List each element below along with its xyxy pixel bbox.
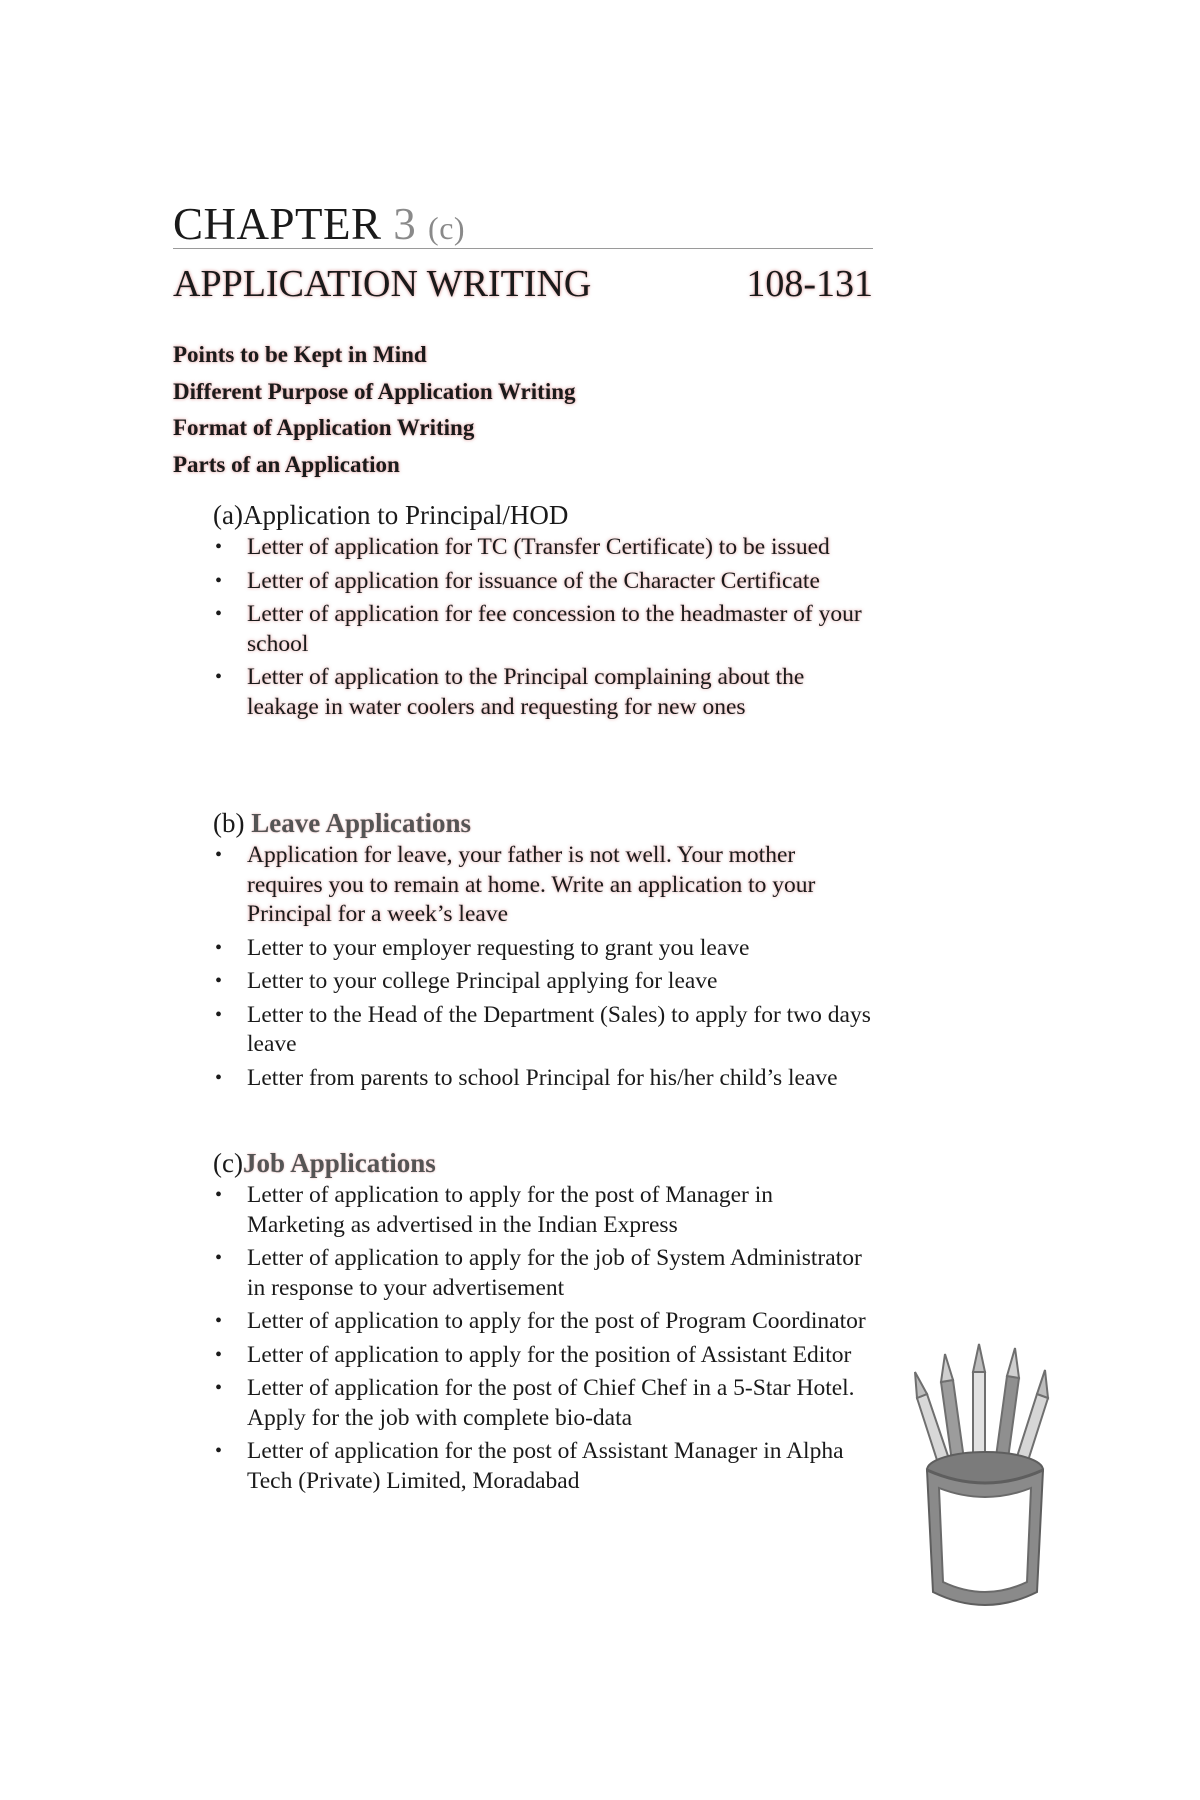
- bullet-icon: •: [215, 603, 223, 625]
- list-item: • Letter of application for TC (Transfer Certificate) to be issued: [213, 533, 873, 563]
- bullet-icon: •: [215, 666, 223, 688]
- bullet-icon: •: [215, 1310, 223, 1332]
- section-title: Job Applications: [242, 1148, 436, 1178]
- bullet-icon: •: [215, 1343, 223, 1366]
- pencil-cup-icon: [905, 1320, 1065, 1620]
- heading-rule: [173, 248, 873, 249]
- list-item: • Letter of application for fee concession to the headmaster of your school: [215, 601, 862, 657]
- section-list: [213, 1181, 873, 1496]
- key-point: Parts of an Application: [173, 451, 400, 477]
- section-title: Application to Principal/HOD: [242, 500, 569, 530]
- chapter-number: 3: [393, 199, 417, 249]
- section-heading: [213, 805, 873, 841]
- list-item: • Letter to your college Principal applying for leave: [213, 967, 873, 997]
- section-list: [213, 841, 873, 1093]
- list-item: • Letter of application to apply for the post of Manager in Marketing as advertised in the Indian Express: [215, 1182, 773, 1238]
- chapter-title: APPLICATION WRITING: [173, 263, 592, 305]
- list-item: • Application for leave, your father is not well. Your mother requires you to remain at home. Write an application to your Principal for a week’s leave: [215, 842, 816, 927]
- list-item: • Letter of application for the post of Chief Chef in a 5-Star Hotel. Apply for the job with complete bio-data: [215, 1375, 855, 1431]
- bullet-icon: •: [215, 970, 223, 992]
- chapter-label: CHAPTER: [173, 199, 382, 249]
- list-item: • Letter of application to the Principal complaining about the leakage in water coolers and requesting for new ones: [215, 664, 805, 720]
- bullet-icon: •: [215, 844, 223, 866]
- bullet-icon: •: [215, 936, 223, 959]
- section-list: [213, 533, 873, 722]
- chapter-heading: [173, 198, 873, 254]
- section-leave: [213, 805, 873, 1097]
- list-item: • Letter of application to apply for the post of Program Coordinator: [213, 1307, 873, 1337]
- section-title: Leave Applications: [251, 808, 472, 838]
- section-marker: (c): [213, 1148, 243, 1178]
- key-point: Format of Application Writing: [173, 415, 475, 440]
- bullet-icon: •: [215, 1066, 223, 1089]
- section-marker: (a): [213, 500, 243, 530]
- section-principal-hod: [213, 497, 873, 726]
- section-heading: [213, 497, 873, 533]
- chapter-sub: (c): [428, 210, 466, 246]
- bullet-icon: •: [215, 536, 223, 558]
- bullet-icon: •: [215, 1247, 223, 1269]
- section-marker: (b): [213, 808, 245, 838]
- list-item: • Letter of application for issuance of the Character Certificate: [213, 567, 873, 597]
- bullet-icon: •: [215, 1440, 223, 1462]
- section-job: [213, 1145, 873, 1500]
- bullet-icon: •: [215, 1003, 223, 1026]
- list-item: • Letter from parents to school Principal for his/her child’s leave: [213, 1064, 873, 1094]
- page-range: 108-131: [746, 263, 873, 305]
- key-point: Different Purpose of Application Writing: [173, 378, 576, 404]
- list-item: • Letter of application to apply for the job of System Administrator in response to your advertisement: [215, 1245, 862, 1301]
- chapter-title-row: [173, 262, 873, 306]
- list-item: • Letter to your employer requesting to grant you leave: [213, 934, 873, 964]
- list-item: • Letter of application to apply for the position of Assistant Editor: [213, 1341, 873, 1371]
- bullet-icon: •: [215, 1377, 223, 1399]
- bullet-icon: •: [215, 569, 223, 592]
- bullet-icon: •: [215, 1184, 223, 1206]
- key-points: [173, 337, 873, 483]
- key-point: Points to be Kept in Mind: [173, 342, 427, 367]
- list-item: • Letter of application for the post of Assistant Manager in Alpha Tech (Private) Limited, Moradabad: [215, 1438, 844, 1494]
- list-item: • Letter to the Head of the Department (Sales) to apply for two days leave: [215, 1001, 871, 1057]
- section-heading: [213, 1145, 873, 1181]
